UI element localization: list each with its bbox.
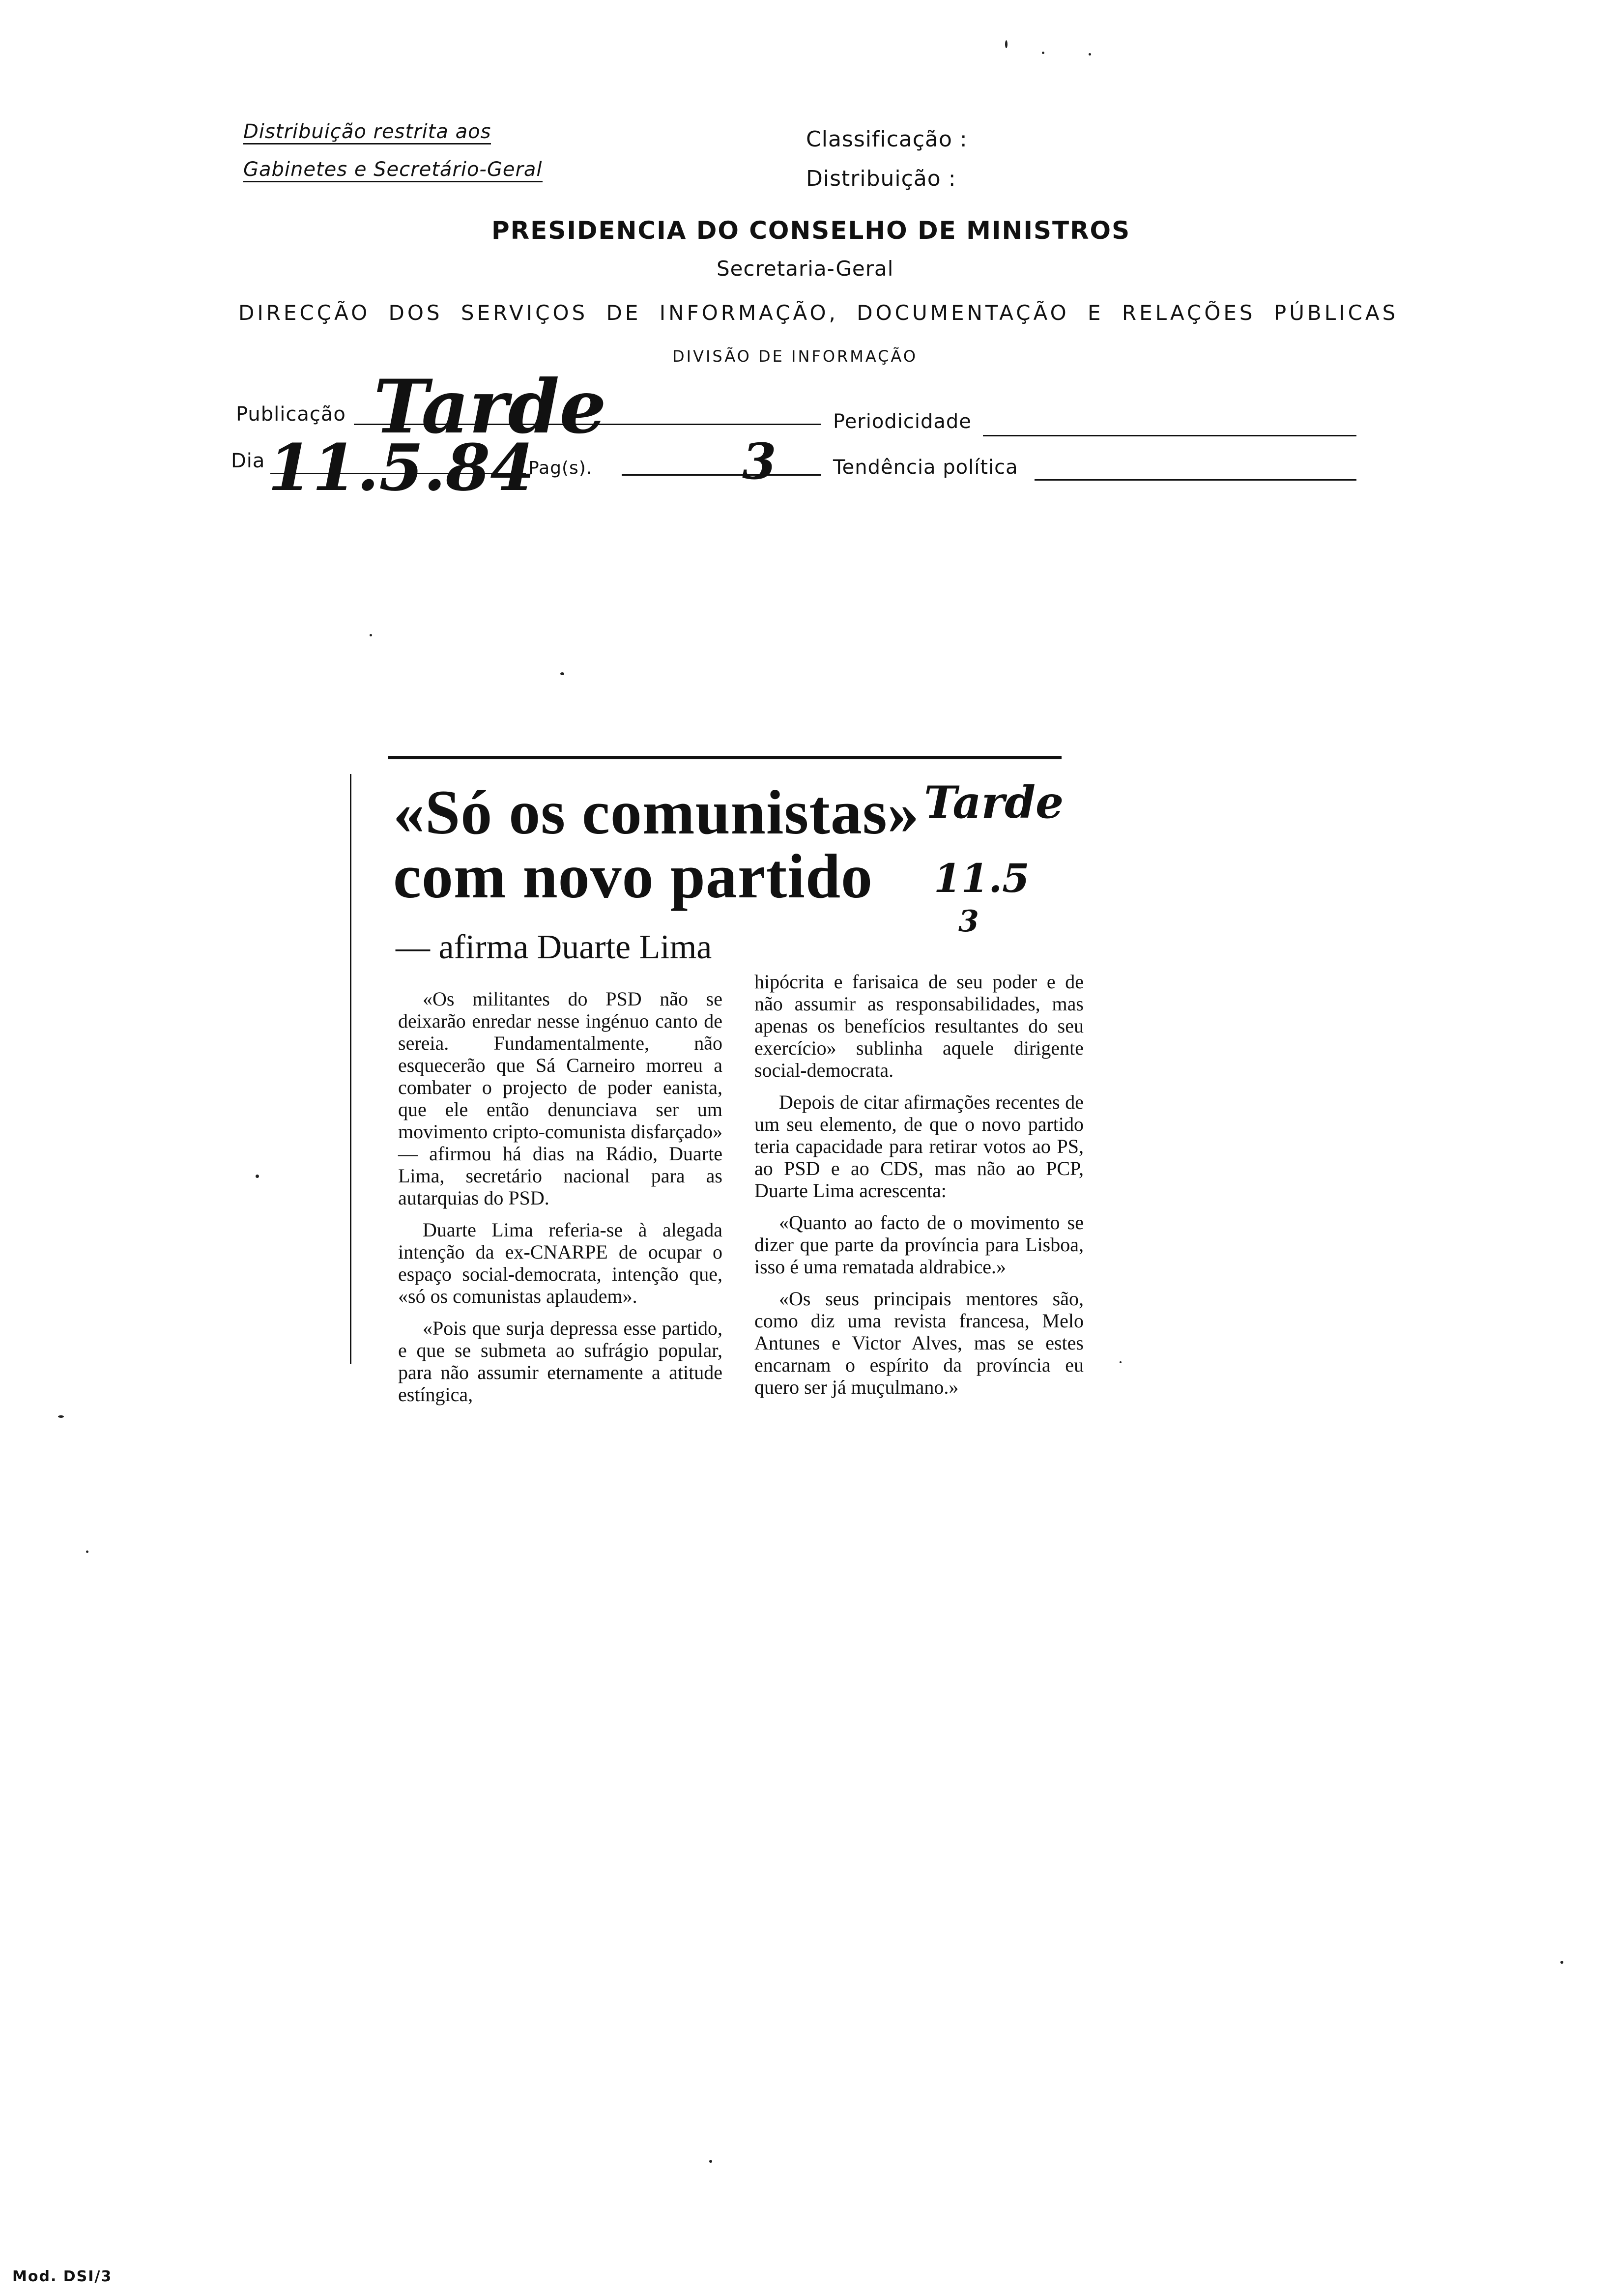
scan-speck — [1120, 1361, 1122, 1363]
pags-label: Pag(s). — [528, 458, 593, 478]
scan-speck — [1560, 1961, 1563, 1964]
subheadline: — afirma Duarte Lima — [396, 928, 712, 966]
distribuicao-label: Distribuição : — [806, 166, 956, 191]
classificacao-label: Classificação : — [806, 127, 968, 152]
dia-handwritten: 11.5.84 — [268, 430, 535, 505]
scan-speck — [560, 672, 564, 675]
article-column-1 — [398, 988, 722, 1415]
scan-speck — [86, 1550, 88, 1553]
direccao-servicos: DIRECÇÃO DOS SERVIÇOS DE INFORMAÇÃO, DOCUMENTAÇÃO E RELAÇÕES PÚBLICAS — [238, 301, 1399, 325]
margin-note-publication: Tarde — [924, 776, 1064, 829]
restricted-distribution-line2: Gabinetes e Secretário-Geral — [243, 158, 543, 182]
scan-speck — [1005, 40, 1008, 48]
headline-line2: com novo partido — [393, 841, 873, 911]
article-paragraph: «Pois que surja depressa esse partido, e que se submeta ao sufrágio popular, para não assumir eternamente a atitude estíngica, — [398, 1317, 722, 1406]
publicacao-handwritten: Tarde — [374, 364, 606, 450]
margin-note-date: 11.5 — [934, 855, 1030, 901]
article-paragraph: hipócrita e farisaica de seu poder e de não assumir as responsabilidades, mas apenas os benefícios resultantes do seu exercício» sublinha aquele dirigente social-democrata. — [754, 971, 1084, 1081]
scan-speck — [1089, 53, 1091, 56]
article-paragraph: «Quanto ao facto de o movimento se dizer que parte da província para Lisboa, isso é uma rematada aldrabice.» — [754, 1211, 1084, 1278]
secretaria-geral: Secretaria-Geral — [717, 257, 894, 281]
pags-line — [622, 474, 821, 476]
article-paragraph: «Os seus principais mentores são, como diz uma revista francesa, Melo Antunes e Victor Alves, mas se estes encarnam o espírito da província eu quero ser já muçulmano.» — [754, 1288, 1084, 1398]
scan-speck — [1042, 52, 1044, 54]
margin-note-page: 3 — [958, 904, 979, 939]
pags-handwritten: 3 — [742, 432, 777, 490]
tendencia-line — [1035, 479, 1356, 481]
org-title: PRESIDENCIA DO CONSELHO DE MINISTROS — [491, 216, 1131, 245]
article-paragraph: Duarte Lima referia-se à alegada intenção da ex-CNARPE de ocupar o espaço social-democrata, intenção que, «só os comunistas aplaudem». — [398, 1219, 722, 1307]
publicacao-label: Publicação — [236, 403, 346, 426]
periodicidade-label: Periodicidade — [833, 410, 972, 433]
article-top-rule — [388, 756, 1062, 759]
periodicidade-line — [983, 435, 1356, 436]
article-paragraph: Depois de citar afirmações recentes de um seu elemento, de que o novo partido teria capacidade para retirar votos ao PS, ao PSD e ao CDS, mas não ao PCP, Duarte Lima acrescenta: — [754, 1091, 1084, 1202]
tendencia-label: Tendência política — [833, 456, 1018, 479]
restricted-distribution-line1: Distribuição restrita aos — [243, 120, 491, 144]
article-column-2 — [754, 971, 1084, 1408]
article-paragraph: «Os militantes do PSD não se deixarão enredar nesse ingénuo canto de sereia. Fundamentalmente, não esquecerão que Sá Carneiro morreu a combater o projecto de poder eanista, que ele então denunciava ser um movimento cripto-comunista disfarçado» — afirmou há dias na Rádio, Duarte Lima, secretário nacional para as autarquias do PSD. — [398, 988, 722, 1209]
scan-speck — [370, 634, 372, 636]
dia-label: Dia — [231, 450, 265, 472]
scan-speck — [58, 1415, 64, 1418]
clipping-left-edge — [350, 774, 351, 1364]
headline-line1: «Só os comunistas» — [393, 777, 920, 847]
form-model-code: Mod. DSI/3 — [12, 2268, 113, 2285]
scan-speck — [256, 1175, 259, 1178]
scan-speck — [709, 2160, 712, 2163]
divisao-informacao: DIVISÃO DE INFORMAÇÃO — [672, 347, 918, 366]
